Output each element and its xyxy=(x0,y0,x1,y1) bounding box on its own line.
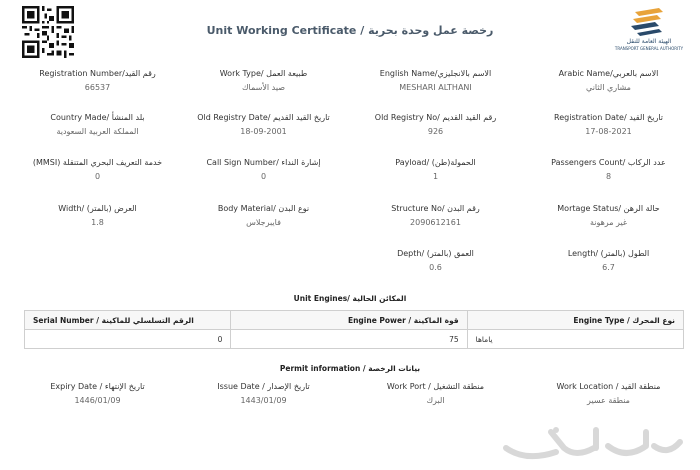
field-width xyxy=(10,203,185,228)
field-issue-date xyxy=(176,381,351,406)
field-registration-number xyxy=(10,68,185,93)
field-value: 1.8 xyxy=(91,218,104,227)
cell-engine-power: 75 xyxy=(231,330,467,349)
field-label: Old Registry Date/ تاريخ القيد القديم xyxy=(197,113,330,122)
col-header-serial-number: Serial Number / الرقم التسلسلي للماكينة xyxy=(25,311,231,330)
field-old-registry-date xyxy=(176,112,351,137)
field-old-registry-no xyxy=(348,112,523,137)
field-value: 6.7 xyxy=(602,263,615,272)
field-value: 17-08-2021 xyxy=(585,127,632,136)
field-work-port xyxy=(348,381,523,406)
col-header-engine-power: Engine Power / قوة الماكينة xyxy=(231,311,467,330)
field-label: Structure No/ رقم البدن xyxy=(391,204,480,213)
field-label: Passengers Count/ عدد الركاب xyxy=(551,158,666,167)
field-english-name xyxy=(348,68,523,93)
field-expiry-date xyxy=(10,381,185,406)
field-payload xyxy=(348,157,523,182)
col-header-engine-type: Engine Type / نوع المحرك xyxy=(467,311,683,330)
field-value: 0.6 xyxy=(429,263,442,272)
field-value: 926 xyxy=(427,127,444,136)
cell-engine-type: ياماها xyxy=(467,330,683,349)
cell-serial-number: 0 xyxy=(25,330,231,349)
field-registration-date xyxy=(521,112,696,137)
field-country-made xyxy=(10,112,185,137)
field-label: Work Type/ طبيعة العمل xyxy=(219,69,308,78)
field-label: Expiry Date / تاريخ الإنتهاء xyxy=(50,382,145,391)
field-arabic-name xyxy=(521,68,696,93)
field-work-type xyxy=(176,68,351,93)
field-label: Width/ (بالمتر) العرض xyxy=(58,204,137,213)
field-label: Country Made/ بلد المنشأ xyxy=(50,113,145,122)
field-value: صيد الأسماك xyxy=(241,83,286,92)
field-value: MESHARI ALTHANI xyxy=(399,83,472,92)
field-value: فايبرجلاس xyxy=(246,218,281,227)
field-value: منطقة عسير xyxy=(587,396,630,405)
field-structure-no xyxy=(348,203,523,228)
permit-section-title: Permit information / بيانات الرخصة xyxy=(279,364,421,373)
field-label: Payload/ (طن)الحمولة xyxy=(395,158,476,167)
field-label: Length/ (بالمتر) الطول xyxy=(567,249,650,258)
logo-subtext: TRANSPORT GENERAL AUTHORITY xyxy=(614,46,684,51)
field-label: Depth/ (بالمتر) العمق xyxy=(397,249,474,258)
field-label: Body Material/ نوع البدن xyxy=(217,204,310,213)
field-value: المملكة العربية السعودية xyxy=(56,127,139,136)
field-label: Registration Number/رقم القيد xyxy=(39,69,156,78)
field-label: Issue Date / تاريخ الإصدار xyxy=(217,382,310,391)
field-label: Call Sign Number/ إشارة النداء xyxy=(206,158,321,167)
field-label: Registration Date/ تاريخ القيد xyxy=(554,113,663,122)
page-title: Unit Working Certificate / رخصة عمل وحدة بحرية xyxy=(206,24,494,37)
field-label: Work Port / منطقة التشغيل xyxy=(386,382,485,391)
field-call-sign xyxy=(176,157,351,182)
field-value: غير مرهونة xyxy=(589,218,628,227)
logo xyxy=(614,6,684,60)
field-value: 8 xyxy=(605,172,612,181)
field-value: 2090612161 xyxy=(410,218,461,227)
field-value: 0 xyxy=(94,172,101,181)
table-header-row xyxy=(25,311,684,330)
field-label: (MMSI) خدمة التعريف البحري المتنقلة xyxy=(32,158,163,167)
field-depth xyxy=(348,248,523,273)
table-row xyxy=(25,330,684,349)
field-label: Old Registry No/ رقم القيد القديم xyxy=(374,113,497,122)
engines-section-title: Unit Engines/ المكائن الحالية xyxy=(293,294,407,303)
field-length xyxy=(521,248,696,273)
field-label: Work Location / منطقة القيد xyxy=(556,382,661,391)
field-value: 66537 xyxy=(84,83,111,92)
field-label: English Name/الاسم بالانجليزي xyxy=(379,69,492,78)
haraj-watermark-icon xyxy=(496,418,686,466)
field-value: مشاري الثاني xyxy=(586,83,631,92)
authority-logo-icon xyxy=(629,6,669,38)
field-value: 1443/01/09 xyxy=(240,396,287,405)
engines-table xyxy=(24,310,684,349)
field-value: 18-09-2001 xyxy=(240,127,287,136)
field-mmsi xyxy=(10,157,185,182)
field-value: 0 xyxy=(260,172,267,181)
logo-text: الهيئة العامة للنقل xyxy=(626,38,672,45)
field-work-location xyxy=(521,381,696,406)
field-value: 1446/01/09 xyxy=(74,396,121,405)
field-value: البرك xyxy=(426,396,445,405)
field-passengers-count xyxy=(521,157,696,182)
field-mortage-status xyxy=(521,203,696,228)
field-label: Arabic Name/الاسم بالعربي xyxy=(558,69,659,78)
field-label: Mortage Status/ حالة الرهن xyxy=(557,204,660,213)
field-value: 1 xyxy=(432,172,439,181)
field-body-material xyxy=(176,203,351,228)
